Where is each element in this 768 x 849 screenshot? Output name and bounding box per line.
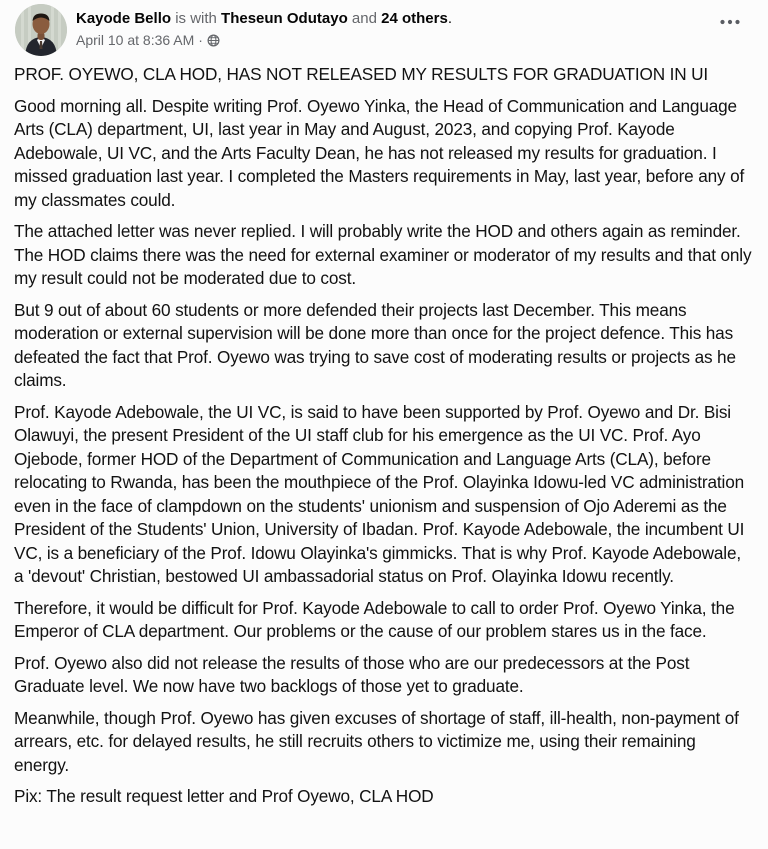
more-options-icon — [719, 18, 741, 26]
globe-public-icon — [207, 34, 220, 47]
tagged-person-link[interactable]: Theseun Odutayo — [221, 10, 348, 27]
others-count-link[interactable]: 24 others — [381, 10, 448, 27]
timestamp-link[interactable]: April 10 at 8:36 AM — [76, 32, 195, 48]
post-paragraph: Prof. Oyewo also did not release the results of those who are our predecessors at the Post Graduate level. We now have two backlogs of those yet to graduate. — [14, 652, 690, 696]
byline-connector-is-with: is with — [171, 10, 222, 27]
header-text-block — [76, 4, 452, 49]
post-paragraph: But 9 out of about 60 students or more defended their projects last December. This means moderation or external supervision will be done more than once for the project defence. This has defeated the fact that Prof. Oyewo was trying to save cost of moderating results or projects as he claims. — [14, 299, 736, 390]
post-paragraph: Therefore, it would be difficult for Prof. Kayode Adebowale to call to order Prof. Oyewo Yinka, the Emperor of CLA department. Our problems or the cause of our problem stares us in the face. — [14, 597, 735, 641]
meta-separator: · — [198, 32, 203, 48]
byline-period: . — [447, 10, 452, 27]
post-paragraph: Prof. Kayode Adebowale, the UI VC, is said to have been supported by Prof. Oyewo and Dr. Bisi Olawuyi, the present President of the UI staff club for his emergence as the UI VC. Prof. Ayo Ojebode, former HOD of the Department of Communication and Language Arts (CLA), before relocating to Rwanda, has been the mouthpiece of the Prof. Olayinka Idowu-led VC administration even in the face of clampdown on the students' unionism and suspension of Ojo Aderemi as the President of the Students' Union, University of Ibadan. Prof. Kayode Adebowale, the incumbent UI VC, is a beneficiary of the Prof. Idowu Olayinka's gimmicks. That is why Prof. Kayode Adebowale, a 'devout' Christian, bestowed UI ambassadorial status on Prof. Olayinka Idowu recently. — [14, 401, 745, 586]
byline-connector-and: and — [347, 10, 382, 27]
post-meta-line — [76, 31, 452, 49]
post-paragraph: The attached letter was never replied. I will probably write the HOD and others again as reminder. The HOD claims there was the need for external examiner or moderator of my results and that only my result could not be moderated due to cost. — [14, 221, 752, 288]
more-options-button[interactable] — [714, 10, 746, 34]
profile-photo-icon — [15, 4, 67, 56]
author-name-link[interactable]: Kayode Bello — [76, 10, 172, 27]
post-paragraph-caption: Pix: The result request letter and Prof Oyewo, CLA HOD — [14, 786, 434, 806]
post-paragraph: Good morning all. Despite writing Prof. Oyewo Yinka, the Head of Communication and Language Arts (CLA) department, UI, last year in May and August, 2023, and copying Prof. Kayode Adebowale, UI VC, and the Arts Faculty Dean, he has not released my results for graduation. I missed graduation last year. I completed the Masters requirements in May, last year, before any of my classmates could. — [14, 95, 745, 210]
post-paragraph: Meanwhile, though Prof. Oyewo has given excuses of shortage of staff, ill-health, non-payment of arrears, etc. for delayed results, he still recruits others to victimize me, using their remaining energy. — [14, 707, 739, 775]
post-headline: PROF. OYEWO, CLA HOD, HAS NOT RELEASED MY RESULTS FOR GRADUATION IN UI — [14, 64, 708, 84]
post-header — [0, 0, 768, 56]
post-body — [0, 56, 768, 809]
avatar[interactable] — [15, 4, 67, 56]
post-byline — [76, 9, 452, 29]
